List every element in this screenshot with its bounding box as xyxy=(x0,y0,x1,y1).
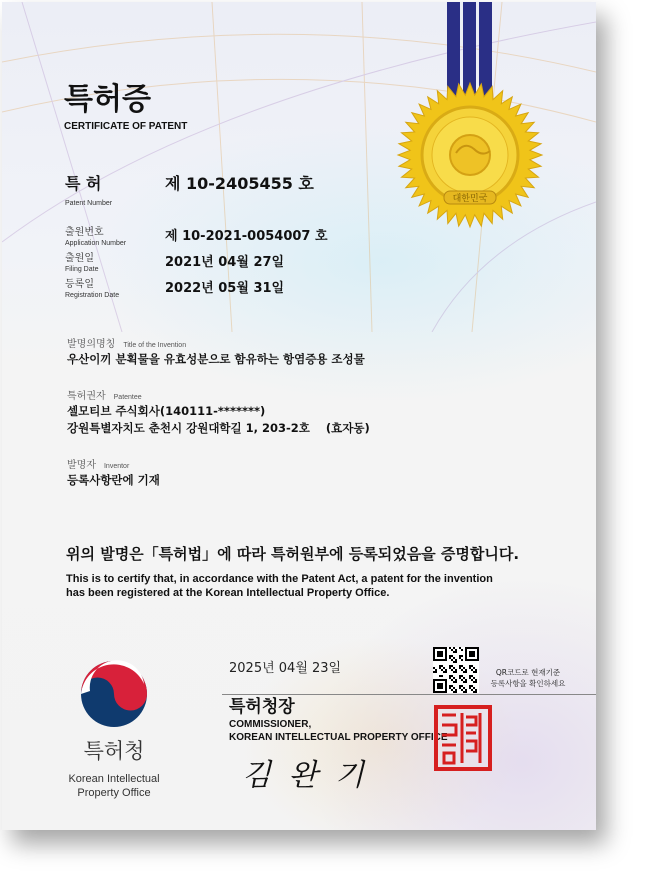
divider xyxy=(222,694,596,695)
inventor-value: 등록사항란에 기재 xyxy=(67,473,160,487)
filing-date-label: 출원일 xyxy=(65,253,94,264)
inventor-label-en: Inventor xyxy=(103,463,130,470)
issue-date: 2025년 04월 23일 xyxy=(229,661,342,676)
logo-name-ko: 특허청 xyxy=(83,739,145,763)
patentee-label: 특허권자 xyxy=(67,391,106,402)
registration-fields xyxy=(65,227,328,301)
gold-seal-medal xyxy=(395,80,545,230)
qr-note-2: 등록사항을 확인하세요 xyxy=(490,679,566,688)
application-number-value: 제 10-2021-0054007 호 xyxy=(165,229,328,244)
registration-date-label-en: Registration Date xyxy=(65,292,120,299)
qr-code-icon[interactable] xyxy=(433,647,479,693)
filing-date-label-en: Filing Date xyxy=(65,266,99,273)
registration-date-label: 등록일 xyxy=(65,279,94,290)
patent-number-row xyxy=(65,174,314,209)
signature: 김 완 기 xyxy=(242,758,369,793)
official-red-seal xyxy=(434,705,492,771)
registration-date-value: 2022년 05월 31일 xyxy=(165,281,285,296)
logo-text xyxy=(54,738,174,800)
patentee-address: 강원특별자치도 춘천시 강원대학길 1, 203-2호 (효자동) xyxy=(67,421,370,435)
patentee-name: 셀모티브 주식회사(140111-*******) xyxy=(67,404,266,418)
statement-en-line1: This is to certify that, in accordance with the Patent Act, a patent for the invention xyxy=(66,573,493,585)
commissioner-en-1: COMMISSIONER, xyxy=(229,719,312,730)
certificate-title: 특허증 xyxy=(64,82,151,117)
medal-text: 대한민국 xyxy=(452,194,488,204)
application-number-row xyxy=(65,227,328,249)
statement-en-line2: has been registered at the Korean Intellectual Property Office. xyxy=(66,587,390,599)
invention-label: 발명의명칭 xyxy=(67,339,116,350)
logo-name-en-2: Property Office xyxy=(77,787,151,799)
invention-section xyxy=(67,338,370,368)
patent-number-value: 제 10-2405455 호 xyxy=(165,174,314,193)
statement xyxy=(66,544,519,600)
application-number-label: 출원번호 xyxy=(65,227,104,238)
qr-note xyxy=(484,667,572,689)
logo-name-en-1: Korean Intellectual xyxy=(68,773,160,785)
invention-title: 우산이끼 분획물을 유효성분으로 함유하는 항염증용 조성물 xyxy=(67,352,365,366)
certificate-title-en: CERTIFICATE OF PATENT xyxy=(64,121,188,132)
certificate-header xyxy=(64,82,187,133)
inventor-label: 발명자 xyxy=(67,460,96,471)
filing-date-row xyxy=(65,253,328,275)
patentee-label-en: Patentee xyxy=(113,394,142,401)
patentee-section xyxy=(67,390,370,437)
patent-number-label-en: Patent Number xyxy=(65,200,113,207)
application-number-label-en: Application Number xyxy=(65,240,127,247)
patent-certificate xyxy=(2,2,596,830)
statement-ko: 위의 발명은「특허법」에 따라 특허원부에 등록되었음을 증명합니다. xyxy=(66,545,520,563)
inventor-section xyxy=(67,459,370,489)
filing-date-value: 2021년 04월 27일 xyxy=(165,255,285,270)
registration-date-row xyxy=(65,279,328,301)
patent-number-label: 특 허 xyxy=(65,174,102,193)
kipo-logo-icon xyxy=(79,659,149,729)
commissioner-block xyxy=(229,697,448,744)
commissioner-ko: 특허청장 xyxy=(229,697,295,717)
invention-label-en: Title of the Invention xyxy=(123,342,187,349)
qr-note-1: QR코드로 현재기준 xyxy=(495,668,561,677)
commissioner-en-2: KOREAN INTELLECTUAL PROPERTY OFFICE xyxy=(229,732,448,743)
details-sections xyxy=(67,338,370,489)
